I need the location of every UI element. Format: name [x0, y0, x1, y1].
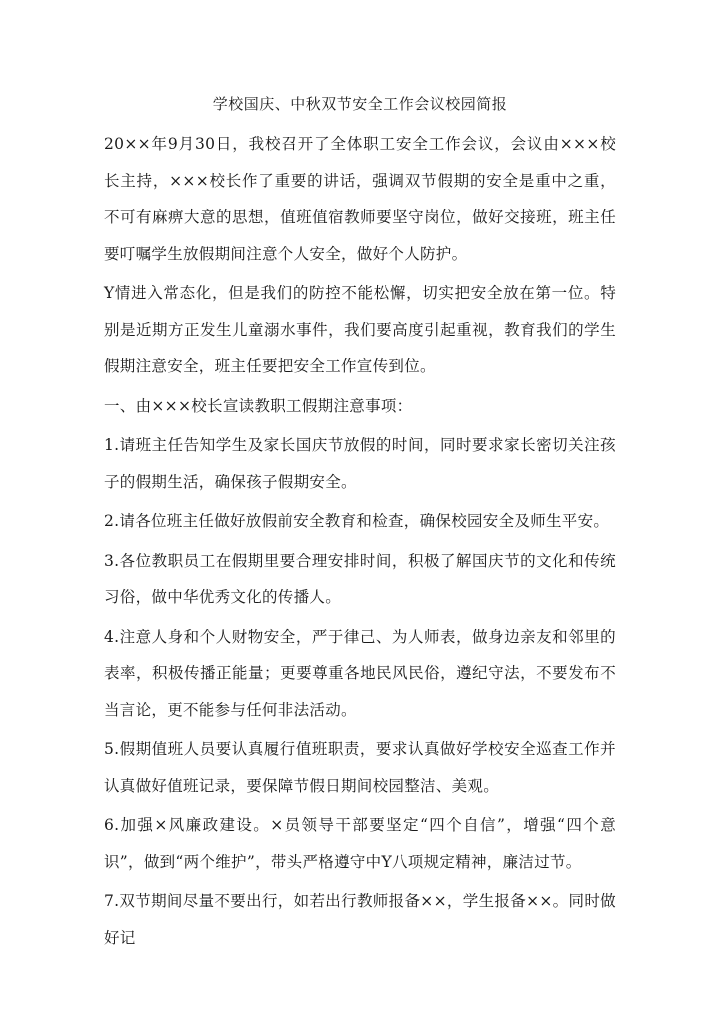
paragraph-item-1: 1.请班主任告知学生及家长国庆节放假的时间，同时要求家长密切关注孩子的假期生活，确保孩子假期安全。 — [104, 436, 616, 491]
paragraph-epidemic-prevention: Y情进入常态化，但是我们的防控不能松懈，切实把安全放在第一位。特别是近期方正发生儿童溺水事件，我们要高度引起重视，教育我们的学生假期注意安全，班主任要把安全工作宣传到位。 — [104, 284, 616, 375]
document-page — [104, 92, 616, 959]
paragraph-meeting-summary: 20××年9月30日，我校召开了全体职工安全工作会议，会议由×××校长主持，×××校长作了重要的讲话，强调双节假期的安全是重中之重，不可有麻痹大意的思想，值班值宿教师要坚守岗位，做好交接班，班主任要叮嘱学生放假期间注意个人安全，做好个人防护。 — [104, 135, 616, 263]
paragraph-item-4: 4.注意人身和个人财物安全，严于律己、为人师表，做身边亲友和邻里的表率，积极传播正能量；更要尊重各地民风民俗，遵纪守法，不要发布不当言论，更不能参与任何非法活动。 — [104, 627, 616, 719]
paragraph-item-3: 3.各位教职员工在假期里要合理安排时间，积极了解国庆节的文化和传统习俗，做中华优秀文化的传播人。 — [104, 551, 616, 606]
document-title: 学校国庆、中秋双节安全工作会议校园简报 — [212, 95, 508, 113]
paragraph-item-7: 7.双节期间尽量不要出行，如若出行教师报备××，学生报备××。同时做好记 — [104, 892, 616, 947]
paragraph-item-6: 6.加强×风廉政建设。×员领导干部要坚定“四个自信”，增强“四个意识”，做到“两个维护”，带头严格遵守中Y八项规定精神，廉洁过节。 — [104, 816, 616, 871]
paragraph-item-2: 2.请各位班主任做好放假前安全教育和检查，确保校园安全及师生平安。 — [104, 512, 610, 530]
paragraph-item-5: 5.假期值班人员要认真履行值班职责，要求认真做好学校安全巡查工作并认真做好值班记录，要保障节假日期间校园整洁、美观。 — [104, 740, 616, 795]
paragraph-section-heading: 一、由×××校长宣读教职工假期注意事项： — [104, 396, 413, 415]
